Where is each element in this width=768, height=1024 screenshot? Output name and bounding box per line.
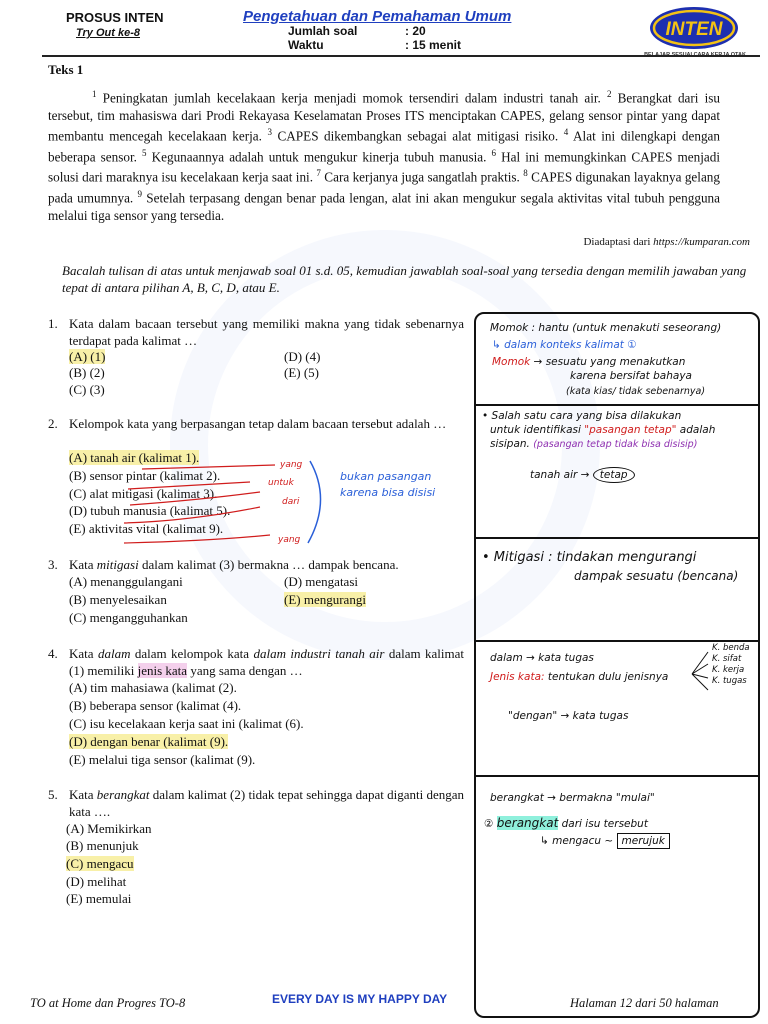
q2-annotation-note-2: karena bisa disisi [340,486,436,499]
waktu-label: Waktu [288,38,324,52]
q4-option-c[interactable]: (C) isu kecelakaan kerja saat ini (kalimat (6). [69,716,304,731]
sentence-number: 3 [267,126,272,137]
question-1-text: Kata dalam bacaan tersebut yang memiliki makna yang tidak sebenarnya terdapat pada kalimat … [69,316,464,348]
passage-title: Teks 1 [48,62,84,77]
note-3-line-2: dampak sesuatu (bencana) [574,569,739,583]
q5-option-b[interactable]: (B) menunjuk [66,838,139,853]
q4-option-d[interactable]: (D) dengan benar (kalimat (9). [69,734,229,749]
sentence: Hal ini memungkinkan CAPES menjadi solusi dari maraknya isu kecelakaan kerja saat ini. [48,149,721,185]
source-citation [48,236,750,248]
note-5-line-1: berangkat → bermakna "mulai" [490,792,655,804]
q1-option-a[interactable]: (A) (1) [69,349,106,364]
note-2-line-2: untuk identifikasi "pasangan tetap" adalah [490,424,716,436]
footer-motto: EVERY DAY IS MY HAPPY DAY [272,992,448,1006]
note-1-line-1: Momok : hantu (untuk menakuti seseorang) [490,322,722,334]
q2-option-e[interactable]: (E) aktivitas vital (kalimat 9). [69,521,224,536]
note-4-branch-2: K. sifat [712,654,742,664]
note-4-branch-3: K. kerja [712,665,745,675]
note-4-branch-1: K. benda [712,643,750,653]
q2-annotation-untuk: untuk [268,478,294,488]
notes-divider [474,537,760,539]
subject-title: Pengetahuan dan Pemahaman Umum [243,8,512,25]
jumlah-label: Jumlah soal [288,24,358,38]
note-4-branch-lines [690,648,710,692]
sentence: CAPES dikembangkan sebagai alat mitigasi risiko. [271,128,564,144]
q2-annotation-yang: yang [280,460,303,470]
header-divider [42,55,760,57]
note-3-line-1: • Mitigasi : tindakan mengurangi [482,550,697,565]
footer-page-number: Halaman 12 dari 50 halaman [570,996,719,1010]
question-5-text: Kata berangkat dalam kalimat (2) tidak tepat sehingga dapat diganti dengan kata …. [69,787,464,819]
q2-option-c[interactable]: (C) alat mitigasi (kalimat 3). [69,486,218,501]
question-number: 4. [48,646,58,661]
sentence: Kegunaannya adalah untuk mengukur kinerja tubuh manusia. [146,149,492,165]
q2-option-d[interactable]: (D) tubuh manusia (kalimat 5). [69,503,231,518]
notes-divider [474,404,760,406]
question-4-text: Kata dalam dalam kelompok kata dalam industri tanah air dalam kalimat (1) memiliki jenis kata yang sama dengan … [69,646,464,678]
tryout-label: Try Out ke-8 [76,27,140,39]
question-number: 5. [48,787,58,802]
q1-option-d[interactable]: (D) (4) [284,349,321,364]
note-1-line-2: ↳ dalam konteks kalimat ① [492,339,637,351]
q5-option-d[interactable]: (D) melihat [66,874,127,889]
sentence: Peningkatan jumlah kecelakaan kerja menjadi momok tersendiri dalam industri tanah air. [96,90,607,106]
q5-option-c[interactable]: (C) mengacu [66,856,134,871]
source-url: https://kumparan.com [653,236,750,248]
q2-option-a[interactable]: (A) tanah air (kalimat 1). [69,450,200,465]
source-prefix: Diadaptasi dari [583,236,654,248]
inten-logo [648,5,740,51]
q5-option-e[interactable]: (E) memulai [66,891,132,906]
note-4-branch-4: K. tugas [712,676,747,686]
q4-option-a[interactable]: (A) tim mahasiawa (kalimat (2). [69,680,237,695]
q2-annotation-dari: dari [282,497,300,507]
q3-option-c[interactable]: (C) mengangguhankan [69,610,188,625]
note-2-line-3: sisipan. (pasangan tetap tidak bisa disisip) [490,438,698,450]
sentence-number: 5 [142,147,147,158]
note-1-line-5: (kata kias/ tidak sebenarnya) [566,386,706,397]
note-1-line-4: karena bersifat bahaya [570,370,692,382]
q2-annotation-note-1: bukan pasangan [340,470,432,483]
q3-option-e[interactable]: (E) mengurangi [284,592,366,607]
q1-option-b[interactable]: (B) (2) [69,365,105,380]
q2-annotation-yang-2: yang [278,535,301,545]
note-4-line-3: "dengan" → kata tugas [508,710,629,722]
q3-option-b[interactable]: (B) menyelesaikan [69,592,167,607]
brand-name: PROSUS INTEN [66,10,164,25]
footer-left: TO at Home dan Progres TO-8 [30,996,186,1010]
sentence-number: 6 [491,147,497,158]
q3-option-d[interactable]: (D) mengatasi [284,574,359,589]
question-number: 1. [48,316,58,331]
sentence-number: 1 [92,89,97,99]
q2-option-b[interactable]: (B) sensor pintar (kalimat 2). [69,468,221,483]
sentence: CAPES digunakan layaknya gelang pada umumnya. [48,169,720,206]
passage-text [48,86,720,224]
q1-option-e[interactable]: (E) (5) [284,365,320,380]
notes-divider [474,640,760,642]
note-2-line-4: tanah air → tetap [530,469,635,482]
sentence: Berangkat dari isu tersebut, tim mahasiswa dari Prodi Rekayasa Keselamatan Proses ITS menciptakan CAPES, gelang sensor pintar yang dapat membantu mencegah kecelakaan kerja. [48,90,720,144]
note-4-line-1: dalam → kata tugas [490,652,594,664]
note-5-line-3: ↳ mengacu ~ merujuk [540,835,670,848]
sentence-number: 8 [523,168,528,179]
note-2-line-1: • Salah satu cara yang bisa dilakukan [482,410,682,422]
note-5-line-2: ② berangkat dari isu tersebut [484,816,648,830]
sentence: Alat ini dilengkapi dengan beberapa sensor. [48,128,720,165]
q3-option-a[interactable]: (A) menanggulangani [69,574,183,589]
sentence-number: 9 [137,189,142,200]
notes-divider [474,775,760,777]
sentence: Cara kerjanya juga sangatlah praktis. [320,169,524,185]
q4-option-b[interactable]: (B) beberapa sensor (kalimat (4). [69,698,242,713]
sentence-number: 4 [563,126,569,137]
note-4-line-2: Jenis kata: tentukan dulu jenisnya [490,671,669,683]
question-number: 2. [48,416,58,431]
waktu-value: : 15 menit [405,38,462,52]
note-1-line-3: Momok → sesuatu yang menakutkan [492,356,686,368]
q1-option-c[interactable]: (C) (3) [69,382,105,397]
question-3-text: Kata mitigasi dalam kalimat (3) bermakna … dampak bencana. [69,557,399,572]
q4-option-e[interactable]: (E) melalui tiga sensor (kalimat (9). [69,752,256,767]
sentence-number: 7 [316,168,321,179]
q2-annotation-marks [110,455,350,555]
instruction-text: Bacalah tulisan di atas untuk menjawab soal 01 s.d. 05, kemudian jawablah soal-soal yang tersedia dengan memilih jawaban yang tepat di antara pilihan A, B, C, D, atau E. [62,263,747,295]
sentence-number: 2 [607,89,612,99]
q5-option-a[interactable]: (A) Memikirkan [66,821,152,836]
logo-text: INTEN [665,19,723,40]
question-2-text: Kelompok kata yang berpasangan tetap dalam bacaan tersebut adalah … [69,416,447,431]
sentence: Setelah terpasang dengan benar pada lengan, alat ini akan mengukur segala aktivitas vital tubuh pengguna melalui tiga sensor yang tersedia. [48,190,720,223]
question-number: 3. [48,557,58,572]
jumlah-value: : 20 [405,24,426,38]
